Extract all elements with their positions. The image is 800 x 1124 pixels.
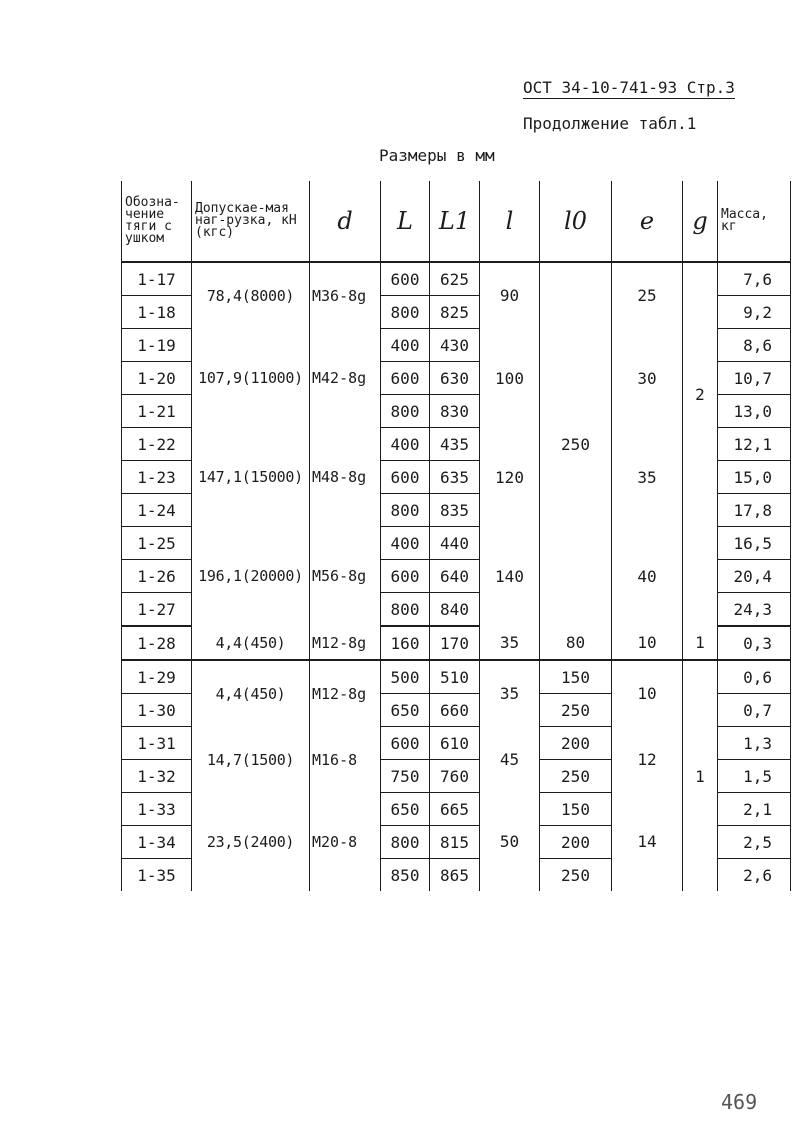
cell-e: 10 xyxy=(612,626,683,660)
col-header-l: l xyxy=(480,181,540,262)
cell-l0: 250 xyxy=(540,760,612,793)
cell-d: M12-8g xyxy=(310,660,381,727)
cell-L: 400 xyxy=(381,428,430,461)
col-header-d: d xyxy=(310,181,381,262)
col-header-L: L xyxy=(381,181,430,262)
cell-L1: 635 xyxy=(430,461,480,494)
units-caption: Размеры в мм xyxy=(379,146,495,165)
cell-e: 40 xyxy=(612,527,683,627)
cell-L1: 660 xyxy=(430,694,480,727)
cell-l0: 200 xyxy=(540,826,612,859)
cell-g: 1 xyxy=(683,626,718,660)
cell-d: M20-8 xyxy=(310,793,381,892)
table-row xyxy=(122,626,791,660)
cell-load: 4,4(450) xyxy=(192,626,310,660)
cell-load: 78,4(8000) xyxy=(192,262,310,329)
cell-l: 120 xyxy=(480,428,540,527)
cell-l0: 80 xyxy=(540,626,612,660)
cell-L1: 760 xyxy=(430,760,480,793)
cell-code: 1-25 xyxy=(122,527,192,560)
cell-L: 500 xyxy=(381,660,430,694)
cell-mass: 0,7 xyxy=(718,694,791,727)
table-row xyxy=(122,660,791,694)
cell-L: 750 xyxy=(381,760,430,793)
cell-L1: 170 xyxy=(430,626,480,660)
cell-L1: 630 xyxy=(430,362,480,395)
cell-l: 100 xyxy=(480,329,540,428)
cell-mass: 2,6 xyxy=(718,859,791,892)
header-row xyxy=(122,181,791,262)
cell-code: 1-24 xyxy=(122,494,192,527)
cell-L1: 430 xyxy=(430,329,480,362)
cell-code: 1-17 xyxy=(122,262,192,296)
cell-L: 650 xyxy=(381,694,430,727)
cell-mass: 20,4 xyxy=(718,560,791,593)
cell-mass: 17,8 xyxy=(718,494,791,527)
cell-L1: 835 xyxy=(430,494,480,527)
cell-e: 25 xyxy=(612,262,683,329)
cell-e: 10 xyxy=(612,660,683,727)
page-number: 469 xyxy=(721,1090,758,1114)
cell-code: 1-31 xyxy=(122,727,192,760)
cell-e: 35 xyxy=(612,428,683,527)
cell-l: 140 xyxy=(480,527,540,627)
cell-mass: 1,3 xyxy=(718,727,791,760)
cell-code: 1-34 xyxy=(122,826,192,859)
cell-code: 1-21 xyxy=(122,395,192,428)
table-continuation-label: Продолжение табл.1 xyxy=(523,114,697,133)
cell-L: 600 xyxy=(381,362,430,395)
cell-L: 850 xyxy=(381,859,430,892)
cell-mass: 12,1 xyxy=(718,428,791,461)
cell-g-empty xyxy=(683,527,718,627)
cell-L: 800 xyxy=(381,296,430,329)
cell-L: 650 xyxy=(381,793,430,826)
cell-load: 196,1(20000) xyxy=(192,527,310,627)
cell-L: 600 xyxy=(381,727,430,760)
cell-L1: 815 xyxy=(430,826,480,859)
cell-L: 600 xyxy=(381,461,430,494)
cell-l0: 150 xyxy=(540,660,612,694)
cell-d: M42-8g xyxy=(310,329,381,428)
cell-e: 30 xyxy=(612,329,683,428)
cell-L1: 840 xyxy=(430,593,480,627)
cell-mass: 24,3 xyxy=(718,593,791,627)
cell-L: 600 xyxy=(381,262,430,296)
cell-load: 23,5(2400) xyxy=(192,793,310,892)
cell-code: 1-23 xyxy=(122,461,192,494)
cell-code: 1-27 xyxy=(122,593,192,627)
cell-l: 35 xyxy=(480,626,540,660)
dimensions-table xyxy=(121,181,791,891)
cell-l: 35 xyxy=(480,660,540,727)
cell-load: 147,1(15000) xyxy=(192,428,310,527)
col-header-g: g xyxy=(683,181,718,262)
cell-L1: 640 xyxy=(430,560,480,593)
col-header-code: Обозна-чение тяги с ушком xyxy=(122,181,192,262)
table-row xyxy=(122,527,791,560)
cell-l: 50 xyxy=(480,793,540,892)
cell-load: 14,7(1500) xyxy=(192,727,310,793)
cell-mass: 8,6 xyxy=(718,329,791,362)
cell-l0: 150 xyxy=(540,793,612,826)
cell-L: 600 xyxy=(381,560,430,593)
cell-l: 90 xyxy=(480,262,540,329)
cell-code: 1-28 xyxy=(122,626,192,660)
cell-mass: 0,6 xyxy=(718,660,791,694)
cell-mass: 13,0 xyxy=(718,395,791,428)
cell-mass: 7,6 xyxy=(718,262,791,296)
cell-L1: 665 xyxy=(430,793,480,826)
cell-mass: 0,3 xyxy=(718,626,791,660)
document-code: ОСТ 34-10-741-93 Стр.3 xyxy=(523,78,735,97)
cell-L1: 510 xyxy=(430,660,480,694)
cell-L1: 435 xyxy=(430,428,480,461)
cell-d: M36-8g xyxy=(310,262,381,329)
cell-mass: 2,5 xyxy=(718,826,791,859)
cell-L: 800 xyxy=(381,593,430,627)
cell-code: 1-18 xyxy=(122,296,192,329)
cell-mass: 16,5 xyxy=(718,527,791,560)
cell-L: 400 xyxy=(381,527,430,560)
col-header-mass: Масса, кг xyxy=(718,181,791,262)
col-header-l0: l0 xyxy=(540,181,612,262)
cell-mass: 1,5 xyxy=(718,760,791,793)
cell-code: 1-35 xyxy=(122,859,192,892)
cell-e: 14 xyxy=(612,793,683,892)
cell-l0: 250 xyxy=(540,694,612,727)
cell-mass: 15,0 xyxy=(718,461,791,494)
col-header-L1: L1 xyxy=(430,181,480,262)
cell-l0: 250 xyxy=(540,262,612,626)
cell-l0: 200 xyxy=(540,727,612,760)
cell-g: 1 xyxy=(683,660,718,891)
cell-code: 1-29 xyxy=(122,660,192,694)
cell-load: 107,9(11000) xyxy=(192,329,310,428)
cell-L1: 625 xyxy=(430,262,480,296)
cell-l: 45 xyxy=(480,727,540,793)
cell-d: M48-8g xyxy=(310,428,381,527)
cell-e: 12 xyxy=(612,727,683,793)
cell-L1: 830 xyxy=(430,395,480,428)
cell-code: 1-22 xyxy=(122,428,192,461)
col-header-e: e xyxy=(612,181,683,262)
col-header-load: Допускае-мая наг-рузка, кН (кгс) xyxy=(192,181,310,262)
cell-code: 1-19 xyxy=(122,329,192,362)
table-row xyxy=(122,262,791,296)
cell-L1: 825 xyxy=(430,296,480,329)
cell-L: 400 xyxy=(381,329,430,362)
cell-d: M12-8g xyxy=(310,626,381,660)
cell-d: M16-8 xyxy=(310,727,381,793)
cell-l0: 250 xyxy=(540,859,612,892)
cell-L: 800 xyxy=(381,395,430,428)
cell-L: 800 xyxy=(381,494,430,527)
cell-d: M56-8g xyxy=(310,527,381,627)
cell-code: 1-30 xyxy=(122,694,192,727)
cell-load: 4,4(450) xyxy=(192,660,310,727)
cell-L1: 610 xyxy=(430,727,480,760)
cell-mass: 2,1 xyxy=(718,793,791,826)
cell-g: 2 xyxy=(683,262,718,527)
cell-code: 1-32 xyxy=(122,760,192,793)
cell-L1: 865 xyxy=(430,859,480,892)
cell-code: 1-33 xyxy=(122,793,192,826)
cell-L: 160 xyxy=(381,626,430,660)
cell-mass: 9,2 xyxy=(718,296,791,329)
cell-L: 800 xyxy=(381,826,430,859)
cell-code: 1-20 xyxy=(122,362,192,395)
cell-L1: 440 xyxy=(430,527,480,560)
cell-code: 1-26 xyxy=(122,560,192,593)
cell-mass: 10,7 xyxy=(718,362,791,395)
